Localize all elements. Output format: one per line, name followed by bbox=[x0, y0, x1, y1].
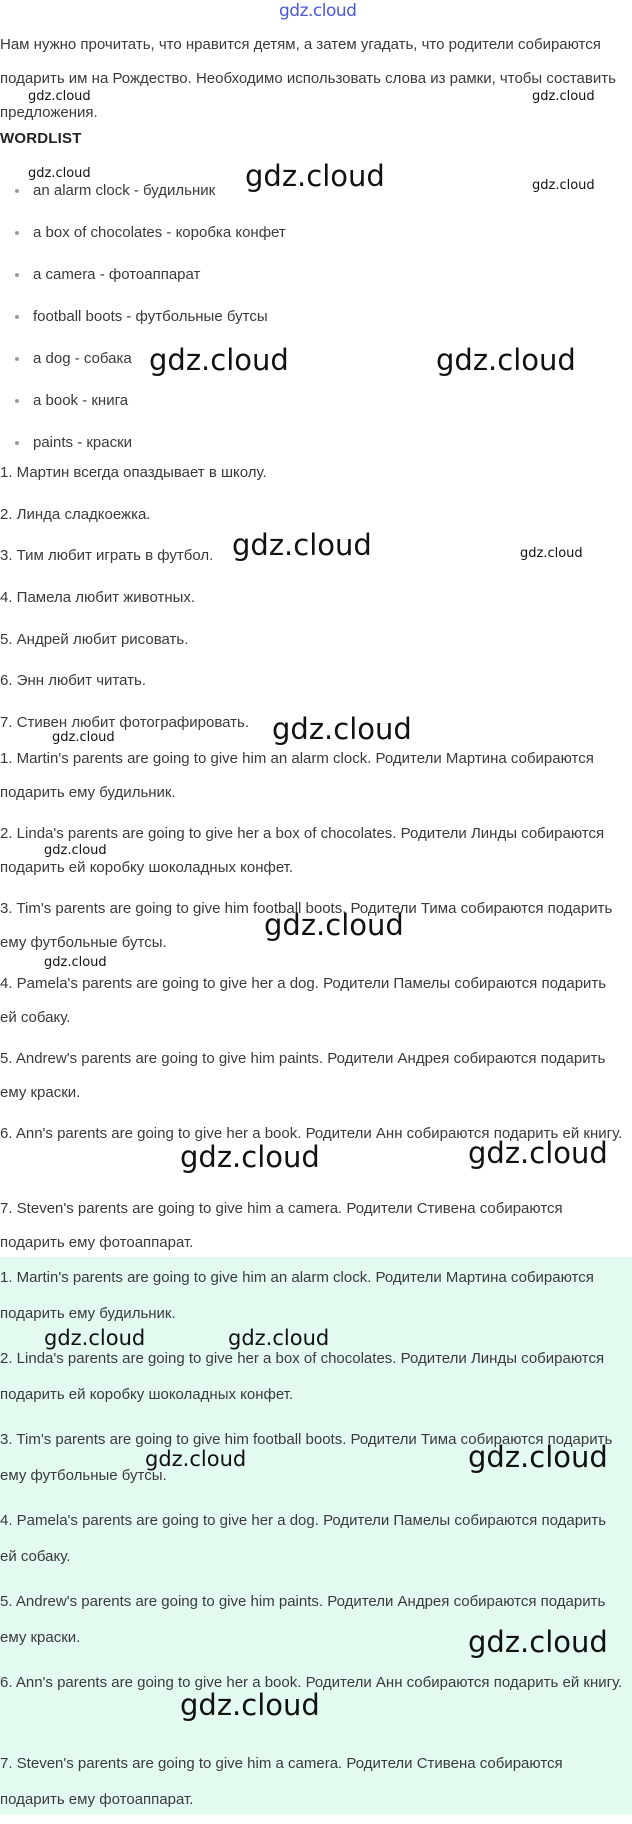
list-item bbox=[0, 296, 286, 338]
watermark: gdz.cloud bbox=[232, 528, 372, 562]
answer-item: 4. Pamela's parents are going to give her a dog. Родители Памелы собираются подарить ей собаку. bbox=[0, 975, 607, 1026]
wordlist-item-text: a dog - собака bbox=[33, 350, 132, 367]
wordlist-item-text: a camera - фотоаппарат bbox=[33, 266, 201, 283]
list-item bbox=[0, 212, 286, 254]
task-item: 2. Линда сладкоежка. bbox=[0, 505, 151, 523]
watermark: gdz.cloud bbox=[149, 343, 289, 377]
task-item: 7. Стивен любит фотографировать. bbox=[0, 714, 249, 732]
highlighted-answer-item: 5. Andrew's parents are going to give him paints. Родители Андрея собираются подарить ему краски. bbox=[0, 1593, 606, 1646]
bullet-icon bbox=[15, 441, 19, 445]
wordlist-item-text: a box of chocolates - коробка конфет bbox=[33, 224, 286, 241]
highlighted-answer-list bbox=[0, 1257, 625, 1824]
answer-list bbox=[0, 739, 625, 1264]
watermark: gdz.cloud bbox=[264, 908, 404, 942]
watermark: gdz.cloud bbox=[44, 843, 107, 858]
wordlist-item-text: paints - краски bbox=[33, 434, 133, 451]
watermark: gdz.cloud bbox=[436, 343, 576, 377]
watermark: gdz.cloud bbox=[468, 1625, 608, 1659]
bullet-icon bbox=[15, 315, 19, 319]
highlighted-answer-item: 4. Pamela's parents are going to give her a dog. Родители Памелы собираются подарить ей собаку. bbox=[0, 1512, 607, 1565]
list-item bbox=[0, 170, 286, 212]
watermark: gdz.cloud bbox=[532, 89, 595, 104]
answer-item: 6. Ann's parents are going to give her a book. Родители Анн собираются подарить ей книгу. bbox=[0, 1125, 623, 1142]
task-item: 3. Тим любит играть в футбол. bbox=[0, 547, 214, 565]
highlighted-answer-item: 6. Ann's parents are going to give her a book. Родители Анн собираются подарить ей книгу. bbox=[0, 1674, 623, 1691]
task-item: 4. Памела любит животных. bbox=[0, 589, 196, 607]
watermark: gdz.cloud bbox=[468, 1136, 608, 1170]
answer-item: 5. Andrew's parents are going to give him paints. Родители Андрея собираются подарить ему краски. bbox=[0, 1050, 606, 1101]
watermark: gdz.cloud bbox=[28, 166, 91, 181]
answer-item: 7. Steven's parents are going to give him a camera. Родители Стивена собираются подарить ему фотоаппарат. bbox=[0, 1200, 563, 1251]
task-list bbox=[0, 452, 267, 744]
bullet-icon bbox=[15, 231, 19, 235]
highlighted-answer-item: 7. Steven's parents are going to give him a camera. Родители Стивена собираются подарить ему фотоаппарат. bbox=[0, 1755, 563, 1808]
watermark: gdz.cloud bbox=[468, 1440, 608, 1474]
highlighted-answer-item: 2. Linda's parents are going to give her a box of chocolates. Родители Линды собираются подарить ей коробку шоколадных конфет. bbox=[0, 1350, 605, 1403]
watermark: gdz.cloud bbox=[272, 712, 412, 746]
answer-item: 3. Tim's parents are going to give him football boots. Родители Тима собираются подарить ему футбольные бутсы. bbox=[0, 900, 613, 951]
watermark: gdz.cloud bbox=[145, 1447, 247, 1471]
highlighted-answer-item: 1. Martin's parents are going to give him an alarm clock. Родители Мартина собираются подарить ему будильник. bbox=[0, 1269, 594, 1322]
bullet-icon bbox=[15, 189, 19, 193]
task-item: 1. Мартин всегда опаздывает в школу. bbox=[0, 464, 267, 481]
list-item bbox=[0, 380, 286, 422]
wordlist bbox=[0, 170, 286, 464]
watermark: gdz.cloud bbox=[44, 1326, 146, 1350]
bullet-icon bbox=[15, 399, 19, 403]
task-item: 6. Энн любит читать. bbox=[0, 672, 146, 690]
highlighted-answer-item: 3. Tim's parents are going to give him football boots. Родители Тима собираются подарить ему футбольные бутсы. bbox=[0, 1431, 613, 1484]
watermark: gdz.cloud bbox=[52, 730, 115, 745]
answer-item: 1. Martin's parents are going to give him an alarm clock. Родители Мартина собираются подарить ему будильник. bbox=[0, 750, 594, 801]
answer-item: 2. Linda's parents are going to give her a box of chocolates. Родители Линды собираются подарить ей коробку шоколадных конфет. bbox=[0, 825, 605, 876]
watermark: gdz.cloud bbox=[228, 1326, 330, 1350]
site-logo[interactable]: gdz.cloud bbox=[279, 1, 357, 21]
intro-text: Нам нужно прочитать, что нравится детям, а затем угадать, что родители собираются подарить им на Рождество. Необходимо использовать слова из рамки, чтобы составить предложения. bbox=[0, 36, 616, 121]
bullet-icon bbox=[15, 357, 19, 361]
watermark: gdz.cloud bbox=[520, 546, 583, 561]
watermark: gdz.cloud bbox=[180, 1688, 320, 1722]
wordlist-item-text: football boots - футбольные бутсы bbox=[33, 308, 268, 325]
wordlist-item-text: an alarm clock - будильник bbox=[33, 182, 216, 199]
list-item bbox=[0, 338, 286, 380]
wordlist-heading: WORDLIST bbox=[0, 130, 82, 147]
watermark: gdz.cloud bbox=[28, 89, 91, 104]
task-item: 5. Андрей любит рисовать. bbox=[0, 630, 189, 648]
wordlist-item-text: a book - книга bbox=[33, 392, 129, 409]
list-item bbox=[0, 254, 286, 296]
watermark: gdz.cloud bbox=[532, 178, 595, 193]
watermark: gdz.cloud bbox=[245, 159, 385, 193]
bullet-icon bbox=[15, 273, 19, 277]
watermark: gdz.cloud bbox=[44, 955, 107, 970]
watermark: gdz.cloud bbox=[180, 1140, 320, 1174]
